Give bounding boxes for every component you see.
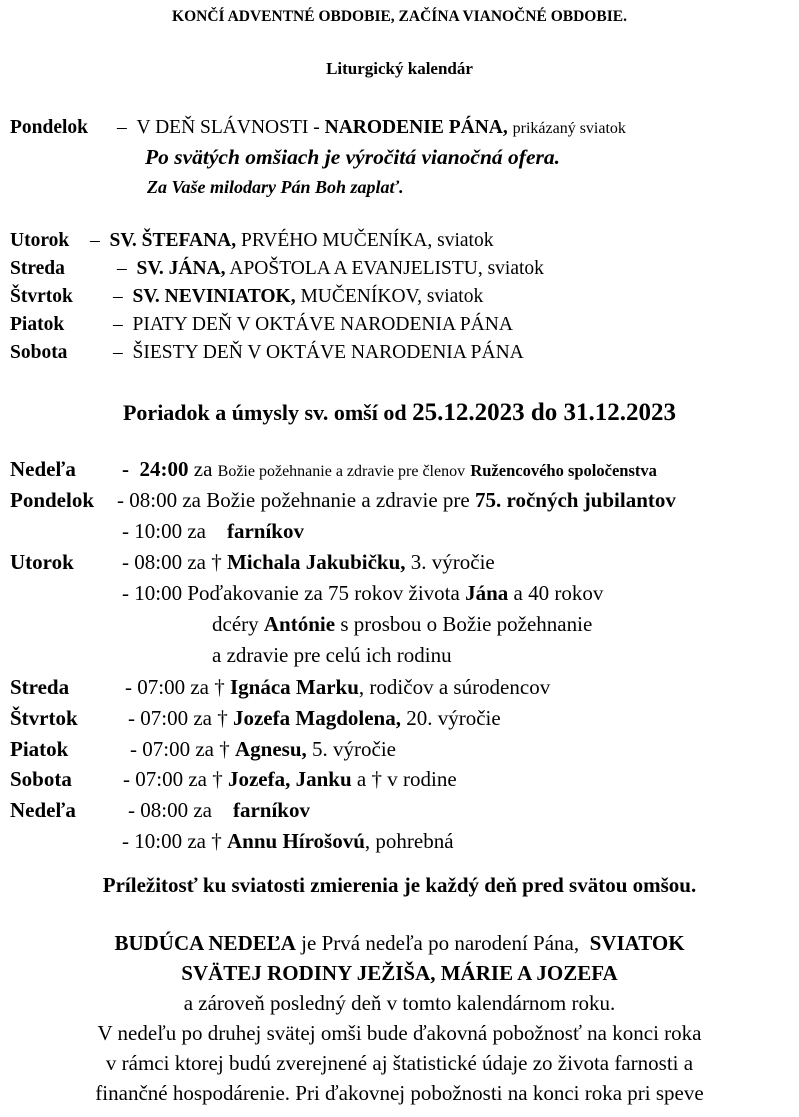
- mass-row: [10, 550, 495, 574]
- intention-name: Jána: [465, 581, 509, 605]
- dash: –: [117, 258, 127, 279]
- confession-note: Príležitosť ku sviatosti zmierenia je každý deň pred svätou omšou.: [102, 873, 697, 897]
- dash: -: [122, 457, 129, 481]
- feast-name: SV. JÁNA,: [136, 258, 226, 279]
- day-label: Utorok: [10, 230, 70, 251]
- next-sunday-label: BUDÚCA NEDEĽA: [114, 931, 296, 955]
- text: - 10:00 za †: [122, 829, 222, 853]
- text: - 07:00 za †: [125, 675, 225, 699]
- text-line: finančné hospodárenie. Pri ďakovnej pobožnosti na konci roka pri speve: [95, 1081, 704, 1105]
- feast-desc: ŠIESTY DEŇ V OKTÁVE NARODENIA PÁNA: [132, 342, 524, 363]
- dash: –: [113, 286, 123, 307]
- calendar-row: [10, 341, 524, 365]
- text: - 07:00 za †: [130, 737, 230, 761]
- calendar-row: [10, 285, 483, 309]
- mass-row: [10, 488, 676, 512]
- day-label: Štvrtok: [10, 286, 73, 307]
- mass-row: [10, 706, 501, 730]
- day-label: Štvrtok: [10, 706, 78, 730]
- text: - 07:00 za †: [128, 706, 228, 730]
- text: - 08:00 za: [128, 798, 212, 822]
- title-text: Poriadok a úmysly sv. omší od: [122, 400, 407, 425]
- day-label: Pondelok: [10, 117, 89, 138]
- calendar-row: [10, 257, 544, 281]
- text: V DEŇ SLÁVNOSTI -: [136, 117, 320, 138]
- calendar-title: Liturgický kalendár: [326, 59, 473, 78]
- time: 24:00: [139, 457, 189, 481]
- intention-name: farníkov: [226, 519, 304, 543]
- text-line: V nedeľu po druhej svätej omši bude ďakovná pobožnosť na konci roka: [97, 1021, 702, 1045]
- feast-name: NARODENIE PÁNA,: [324, 117, 508, 138]
- text: za: [193, 457, 213, 481]
- mass-row: [122, 519, 304, 543]
- text-line: a zároveň posledný deň v tomto kalendárnom roku.: [183, 991, 616, 1015]
- intention-name: Annu Hírošovú: [226, 829, 365, 853]
- day-label: Sobota: [10, 342, 68, 363]
- intention-name: farníkov: [232, 798, 310, 822]
- text: , pohrebná: [364, 829, 454, 853]
- text: - 08:00 za Božie požehnanie a zdravie pre: [117, 488, 470, 512]
- intention-name: Jozefa Magdolena,: [232, 706, 401, 730]
- thanks-note: Za Vaše milodary Pán Boh zaplať.: [147, 177, 404, 197]
- masses-title: [0, 399, 799, 427]
- season-heading: KONČÍ ADVENTNÉ OBDOBIE, ZAČÍNA VIANOČNÉ OBDOBIE.: [172, 8, 627, 25]
- feast-desc: MUČENÍKOV, sviatok: [300, 286, 484, 307]
- offering-note: Po svätých omšiach je výročitá vianočná ofera.: [145, 145, 560, 169]
- intention-name: Agnesu,: [234, 737, 307, 761]
- text: 20. výročie: [406, 706, 501, 730]
- day-label: Nedeľa: [10, 457, 76, 481]
- intention-name: Michala Jakubičku,: [226, 550, 406, 574]
- intention-name: Antónie: [263, 612, 336, 636]
- day-label: Nedeľa: [10, 798, 76, 822]
- day-label: Piatok: [10, 314, 65, 335]
- intention-name: Ignáca Marku: [229, 675, 359, 699]
- text: , rodičov a súrodencov: [358, 675, 551, 699]
- feast-type: prikázaný sviatok: [512, 120, 626, 137]
- mass-row-continued: a zdravie pre celú ich rodinu: [212, 643, 452, 667]
- day-label: Piatok: [10, 737, 69, 761]
- feast-desc: APOŠTOLA A EVANJELISTU, sviatok: [229, 258, 544, 279]
- text: - 08:00 za †: [122, 550, 222, 574]
- dash: –: [113, 342, 123, 363]
- intention-name: Jozefa, Janku: [227, 767, 352, 791]
- mass-row: [10, 798, 310, 822]
- dash: –: [90, 230, 100, 251]
- day-label: Streda: [10, 675, 70, 699]
- day-label: Pondelok: [10, 488, 95, 512]
- mass-row: [10, 675, 550, 699]
- text: a † v rodine: [356, 767, 457, 791]
- mass-row: [10, 767, 457, 791]
- dash: –: [117, 117, 127, 138]
- calendar-row: [10, 229, 493, 253]
- mass-row: [10, 737, 396, 761]
- mass-row-continued: [212, 612, 592, 636]
- feast-label: SVIATOK: [589, 931, 685, 955]
- next-sunday-line: [0, 931, 799, 955]
- text: Božie požehnanie a zdravie pre členov: [217, 463, 466, 480]
- text-line: v rámci ktorej budú zverejnené aj štatistické údaje zo života farnosti a: [105, 1051, 694, 1075]
- text: s prosbou o Božie požehnanie: [340, 612, 593, 636]
- text: dcéry: [212, 612, 259, 636]
- text: je Prvá nedeľa po narodení Pána,: [301, 931, 580, 955]
- date-range: 25.12.2023 do 31.12.2023: [412, 399, 676, 426]
- mass-row: [10, 457, 657, 484]
- feast-desc: PRVÉHO MUČENÍKA, sviatok: [240, 230, 494, 251]
- text: 5. výročie: [312, 737, 396, 761]
- mass-row: [122, 829, 454, 853]
- dash: –: [113, 314, 123, 335]
- text: a 40 rokov: [513, 581, 604, 605]
- day-label: Streda: [10, 258, 65, 279]
- feast-name: SV. NEVINIATOK,: [132, 286, 296, 307]
- feast-desc: PIATY DEŇ V OKTÁVE NARODENIA PÁNA: [132, 314, 513, 335]
- calendar-row: [10, 313, 513, 337]
- feast-name: SVÄTEJ RODINY JEŽIŠA, MÁRIE A JOZEFA: [181, 961, 618, 985]
- group-name: Ružencového spoločenstva: [470, 461, 657, 480]
- text: - 10:00 za: [122, 519, 206, 543]
- feast-name: SV. ŠTEFANA,: [109, 230, 237, 251]
- mass-row: [122, 581, 603, 605]
- day-label: Sobota: [10, 767, 72, 791]
- text: - 10:00 Poďakovanie za 75 rokov života: [122, 581, 460, 605]
- day-label: Utorok: [10, 550, 74, 574]
- calendar-row-monday: [10, 116, 626, 141]
- text: 3. výročie: [410, 550, 495, 574]
- intention-name: 75. ročných jubilantov: [475, 488, 676, 512]
- text: - 07:00 za †: [123, 767, 223, 791]
